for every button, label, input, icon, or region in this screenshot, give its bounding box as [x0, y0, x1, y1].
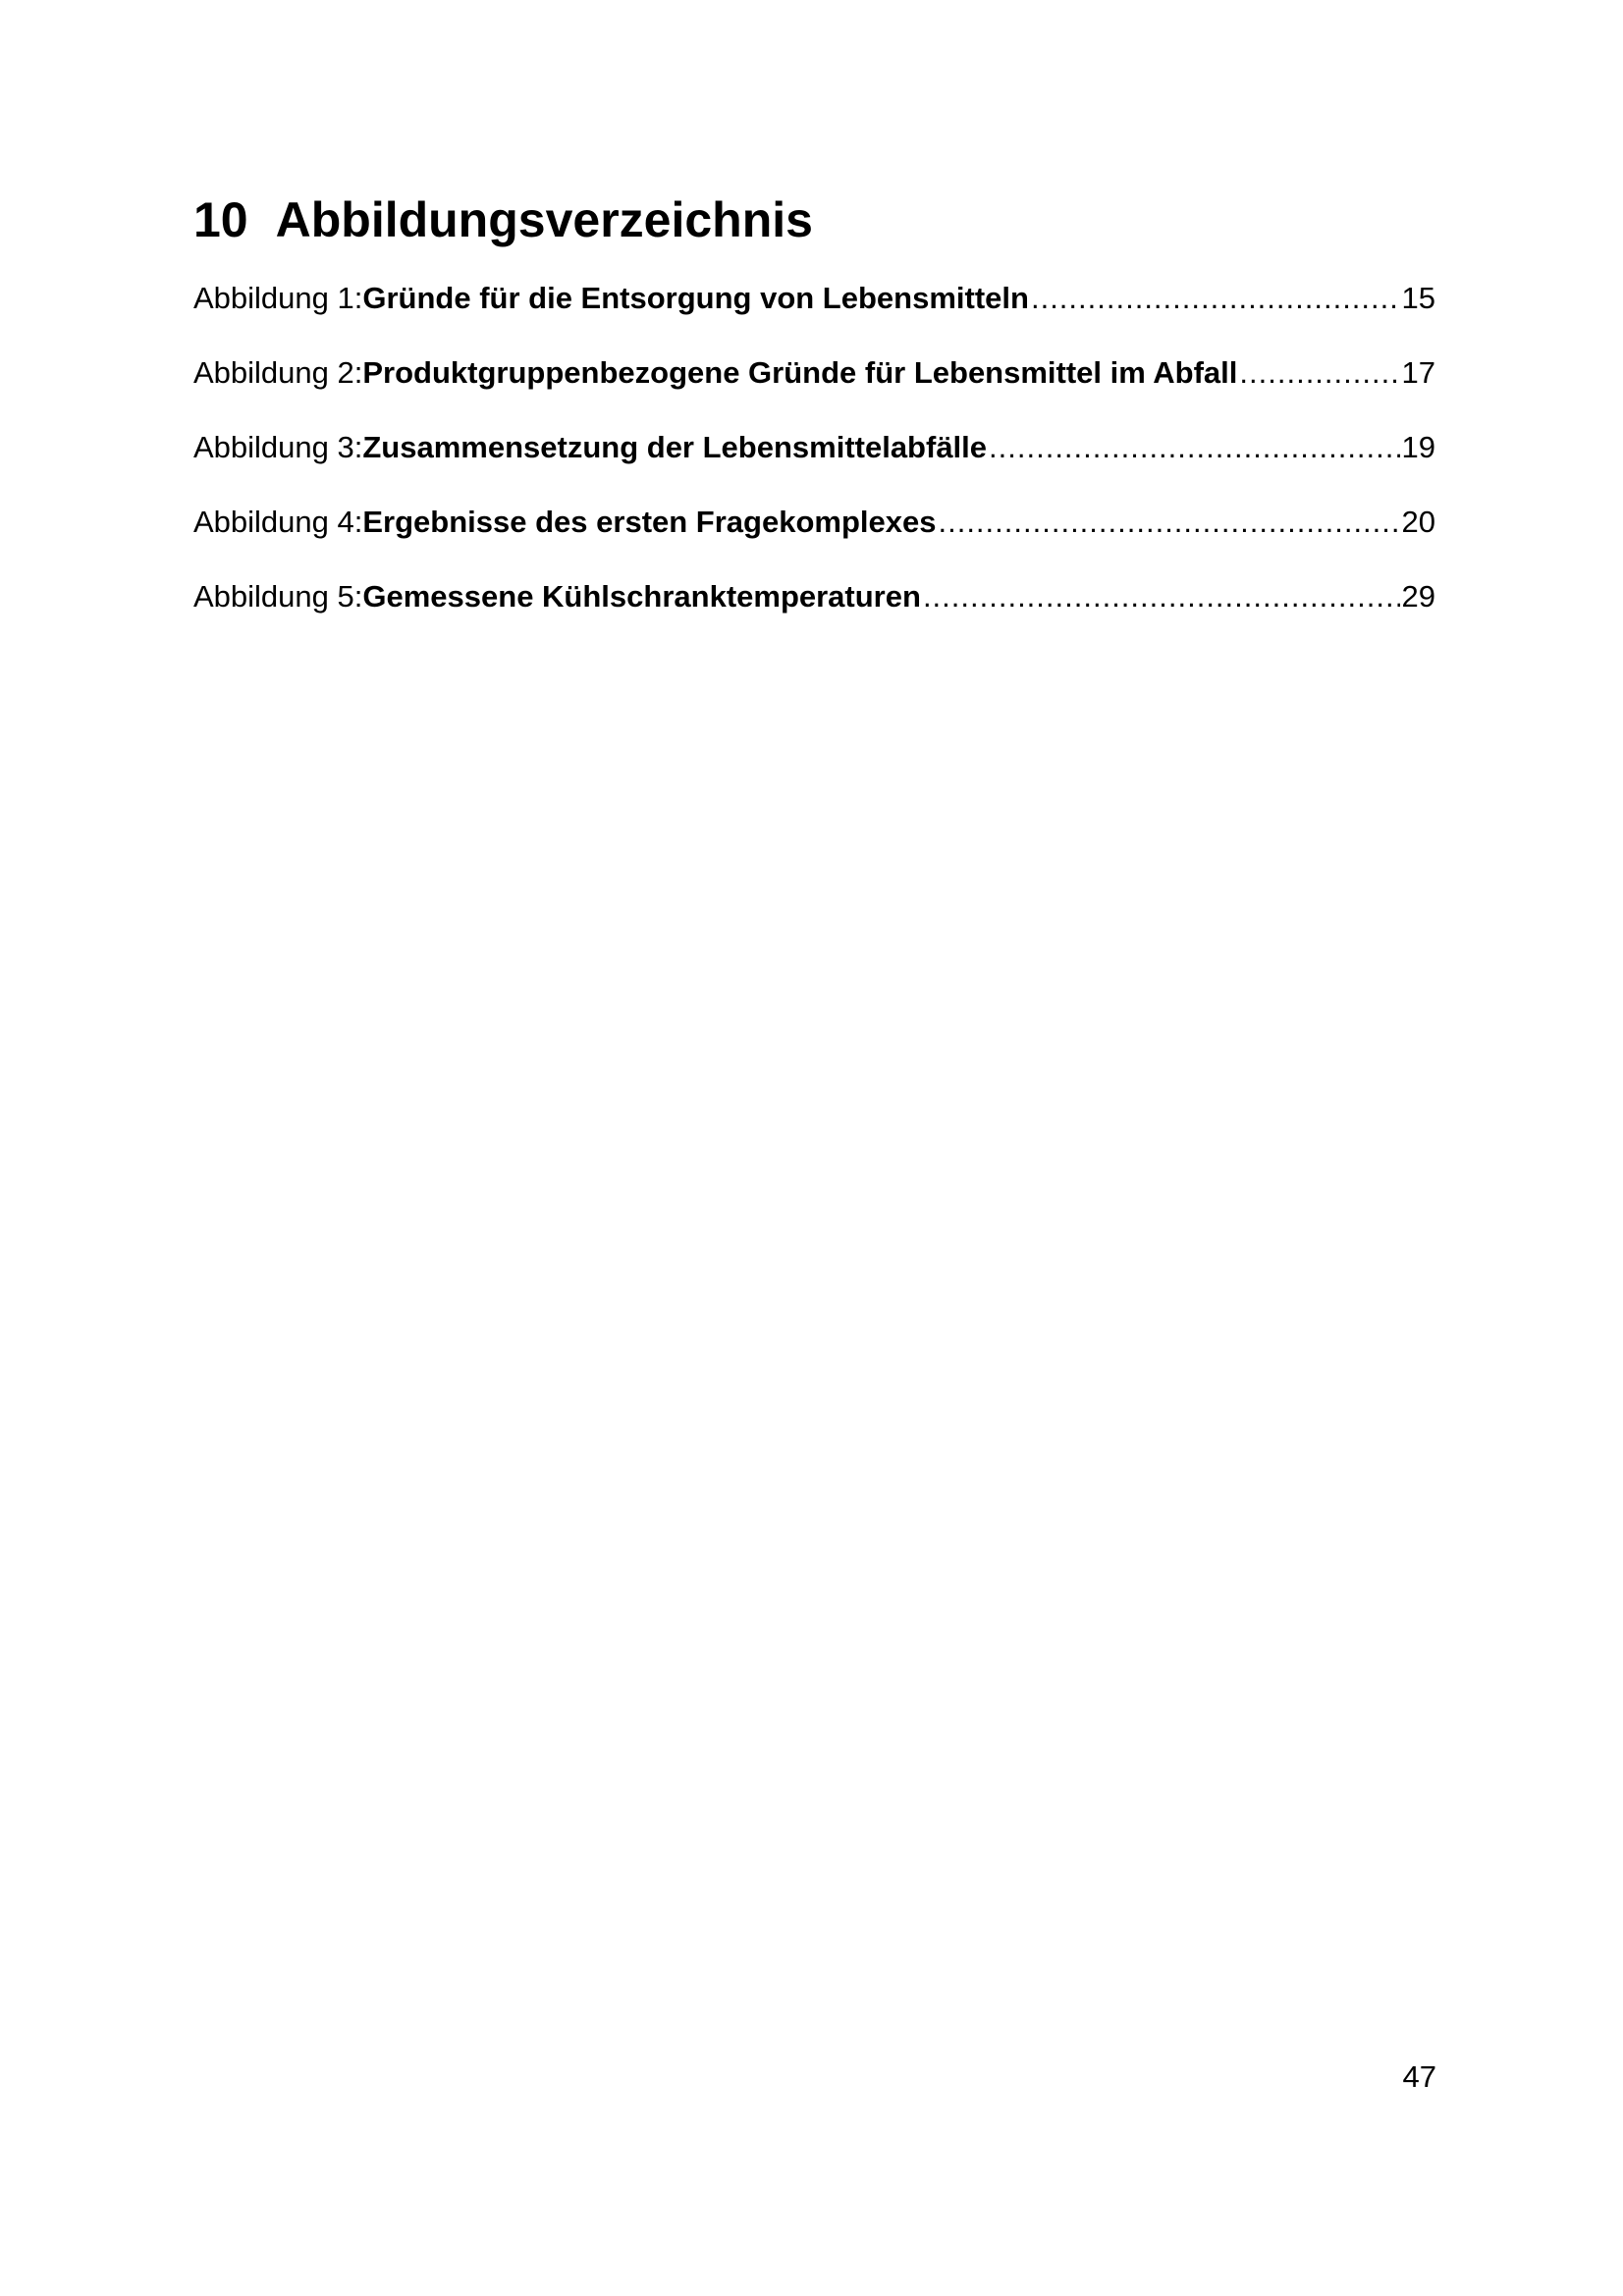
figure-entry[interactable] [193, 426, 1435, 501]
figure-entry[interactable] [193, 351, 1435, 426]
section-number: 10 [193, 192, 248, 247]
figure-page-number: 29 [1401, 579, 1435, 614]
dot-leader [938, 501, 1399, 544]
figure-title: Ergebnisse des ersten Fragekomplexes [362, 505, 937, 539]
figure-label: Abbildung 4: [193, 505, 363, 539]
figure-label: Abbildung 5: [193, 579, 363, 614]
dot-leader [989, 426, 1399, 469]
figure-label: Abbildung 3: [193, 430, 363, 464]
figure-entry[interactable] [193, 501, 1435, 575]
figure-page-number: 15 [1401, 281, 1435, 315]
figure-title: Zusammensetzung der Lebensmittelabfälle [362, 430, 988, 464]
figure-title: Gründe für die Entsorgung von Lebensmitteln [362, 281, 1029, 315]
page-number: 47 [1402, 2059, 1436, 2094]
figure-page-number: 20 [1401, 505, 1435, 539]
figure-label: Abbildung 2: [193, 355, 363, 390]
figure-entry[interactable] [193, 277, 1435, 351]
figure-title: Produktgruppenbezogene Gründe für Lebensmittel im Abfall [362, 355, 1238, 390]
section-heading [193, 190, 813, 249]
section-title: Abbildungsverzeichnis [275, 192, 813, 247]
figure-entry[interactable] [193, 575, 1435, 650]
dot-leader [1239, 351, 1399, 395]
dot-leader [923, 575, 1400, 618]
figure-list [193, 277, 1435, 650]
figure-page-number: 17 [1401, 355, 1435, 390]
figure-title: Gemessene Kühlschranktemperaturen [362, 579, 921, 614]
figure-label: Abbildung 1: [193, 281, 363, 315]
dot-leader [1031, 277, 1400, 320]
figure-page-number: 19 [1401, 430, 1435, 464]
